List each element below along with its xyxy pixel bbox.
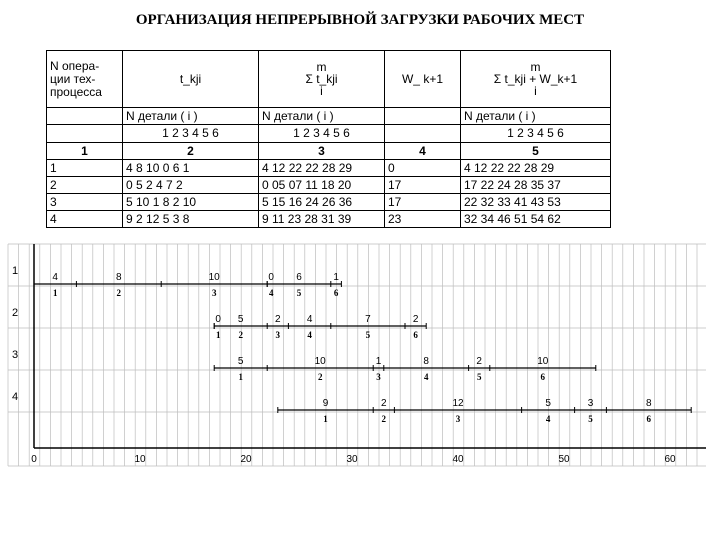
row-total: 4 12 22 22 28 29 — [461, 159, 611, 176]
header-sum-bot: i — [320, 84, 323, 99]
duration-label: 1 — [333, 272, 339, 283]
duration-label: 5 — [545, 398, 551, 409]
col-number-1: 1 — [47, 142, 123, 159]
detail-label-col5: N детали ( i ) — [461, 108, 611, 125]
row-t: 9 2 12 5 3 8 — [123, 210, 259, 227]
part-label: 2 — [116, 288, 122, 298]
table-row — [47, 176, 611, 193]
part-label: 3 — [211, 288, 217, 298]
row-sum: 9 11 23 28 31 39 — [259, 210, 385, 227]
duration-label: 5 — [237, 314, 244, 325]
row-t: 5 10 1 8 2 10 — [123, 193, 259, 210]
row-op: 1 — [47, 159, 123, 176]
x-tick-label: 40 — [452, 454, 464, 465]
table-row — [47, 193, 611, 210]
duration-label: 4 — [306, 314, 313, 325]
row-label: 1 — [12, 265, 19, 277]
row-w: 23 — [385, 210, 461, 227]
empty-cell — [47, 125, 123, 142]
part-label: 5 — [365, 330, 371, 340]
duration-label: 2 — [275, 314, 281, 325]
detail-label-col2: N детали ( i ) — [123, 108, 259, 125]
duration-label: 2 — [381, 398, 387, 409]
row-sum: 4 12 22 22 28 29 — [259, 159, 385, 176]
header-sum-top: m — [316, 60, 327, 75]
empty-cell — [385, 108, 461, 125]
part-label: 3 — [275, 330, 281, 340]
part-label: 4 — [307, 330, 312, 340]
row-w: 17 — [385, 176, 461, 193]
duration-label: 5 — [237, 356, 244, 367]
header-total — [461, 51, 611, 108]
part-label: 3 — [376, 372, 381, 382]
part-label: 5 — [588, 414, 593, 424]
part-label: 6 — [413, 330, 418, 340]
header-total-mid: Σ t_kji + W_k+1 — [493, 72, 578, 87]
row-op: 4 — [47, 210, 123, 227]
empty-cell — [47, 108, 123, 125]
part-label: 6 — [646, 414, 652, 424]
row-sum: 0 05 07 11 18 20 — [259, 176, 385, 193]
duration-label: 10 — [314, 356, 326, 367]
empty-cell — [385, 125, 461, 142]
detail-label-col3: N детали ( i ) — [259, 108, 385, 125]
x-tick-label: 60 — [664, 454, 676, 465]
x-tick-label: 10 — [134, 454, 146, 465]
schedule-table — [46, 50, 611, 228]
row-total: 17 22 24 28 35 37 — [461, 176, 611, 193]
page-title: ОРГАНИЗАЦИЯ НЕПРЕРЫВНОЙ ЗАГРУЗКИ РАБОЧИХ МЕСТ — [135, 12, 585, 28]
part-label: 5 — [296, 288, 302, 298]
x-tick-label: 50 — [558, 454, 570, 465]
part-label: 6 — [540, 372, 546, 382]
row-w: 17 — [385, 193, 461, 210]
header-sum-mid: Σ t_kji — [305, 72, 338, 87]
duration-label: 6 — [296, 272, 302, 283]
part-label: 2 — [238, 330, 243, 340]
x-tick-label: 0 — [31, 454, 37, 465]
part-label: 1 — [215, 330, 221, 340]
header-operation: N опера-ции тех-процесса — [47, 51, 123, 108]
duration-label: 2 — [412, 314, 419, 325]
row-total: 32 34 46 51 54 62 — [461, 210, 611, 227]
part-label: 4 — [545, 414, 551, 424]
duration-label: 8 — [646, 398, 652, 409]
row-op: 2 — [47, 176, 123, 193]
duration-label: 1 — [375, 356, 382, 367]
duration-label: 3 — [587, 398, 594, 409]
duration-label: 7 — [365, 314, 371, 325]
row-w: 0 — [385, 159, 461, 176]
part-label: 1 — [52, 288, 58, 298]
x-tick-label: 20 — [240, 454, 252, 465]
row-label: 4 — [12, 391, 19, 403]
header-w: W_ k+1 — [385, 51, 461, 108]
header-t-kji: t_kji — [123, 51, 259, 108]
table-row — [47, 210, 611, 227]
part-label: 5 — [476, 372, 482, 382]
row-t: 4 8 10 0 6 1 — [123, 159, 259, 176]
row-total: 22 32 33 41 43 53 — [461, 193, 611, 210]
part-label: 6 — [333, 288, 339, 298]
header-total-bot: i — [534, 84, 537, 99]
duration-label: 8 — [423, 356, 429, 367]
row-label: 3 — [12, 349, 19, 361]
row-sum: 5 15 16 24 26 36 — [259, 193, 385, 210]
part-label: 1 — [323, 414, 328, 424]
duration-label: 0 — [215, 314, 221, 325]
duration-label: 12 — [452, 398, 464, 409]
detail-nums-col5: 1 2 3 4 5 6 — [461, 125, 611, 142]
row-t: 0 5 2 4 7 2 — [123, 176, 259, 193]
duration-label: 0 — [268, 272, 274, 283]
detail-nums-col3: 1 2 3 4 5 6 — [259, 125, 385, 142]
duration-label: 8 — [116, 272, 122, 283]
part-label: 1 — [238, 372, 243, 382]
part-label: 3 — [455, 414, 461, 424]
part-label: 4 — [423, 372, 429, 382]
duration-label: 2 — [476, 356, 482, 367]
duration-label: 4 — [52, 272, 58, 283]
col-number-5: 5 — [461, 142, 611, 159]
duration-label: 10 — [208, 272, 220, 283]
header-total-top: m — [530, 60, 541, 75]
col-number-3: 3 — [259, 142, 385, 159]
x-tick-label: 30 — [346, 454, 358, 465]
part-label: 2 — [317, 372, 323, 382]
header-sum — [259, 51, 385, 108]
duration-label: 9 — [322, 398, 329, 409]
detail-nums-col2: 1 2 3 4 5 6 — [123, 125, 259, 142]
part-label: 2 — [381, 414, 387, 424]
gantt-chart — [0, 238, 720, 470]
table-row — [47, 159, 611, 176]
col-number-4: 4 — [385, 142, 461, 159]
part-label: 4 — [268, 288, 274, 298]
col-number-2: 2 — [123, 142, 259, 159]
row-label: 2 — [12, 307, 19, 319]
row-op: 3 — [47, 193, 123, 210]
duration-label: 10 — [537, 356, 549, 367]
